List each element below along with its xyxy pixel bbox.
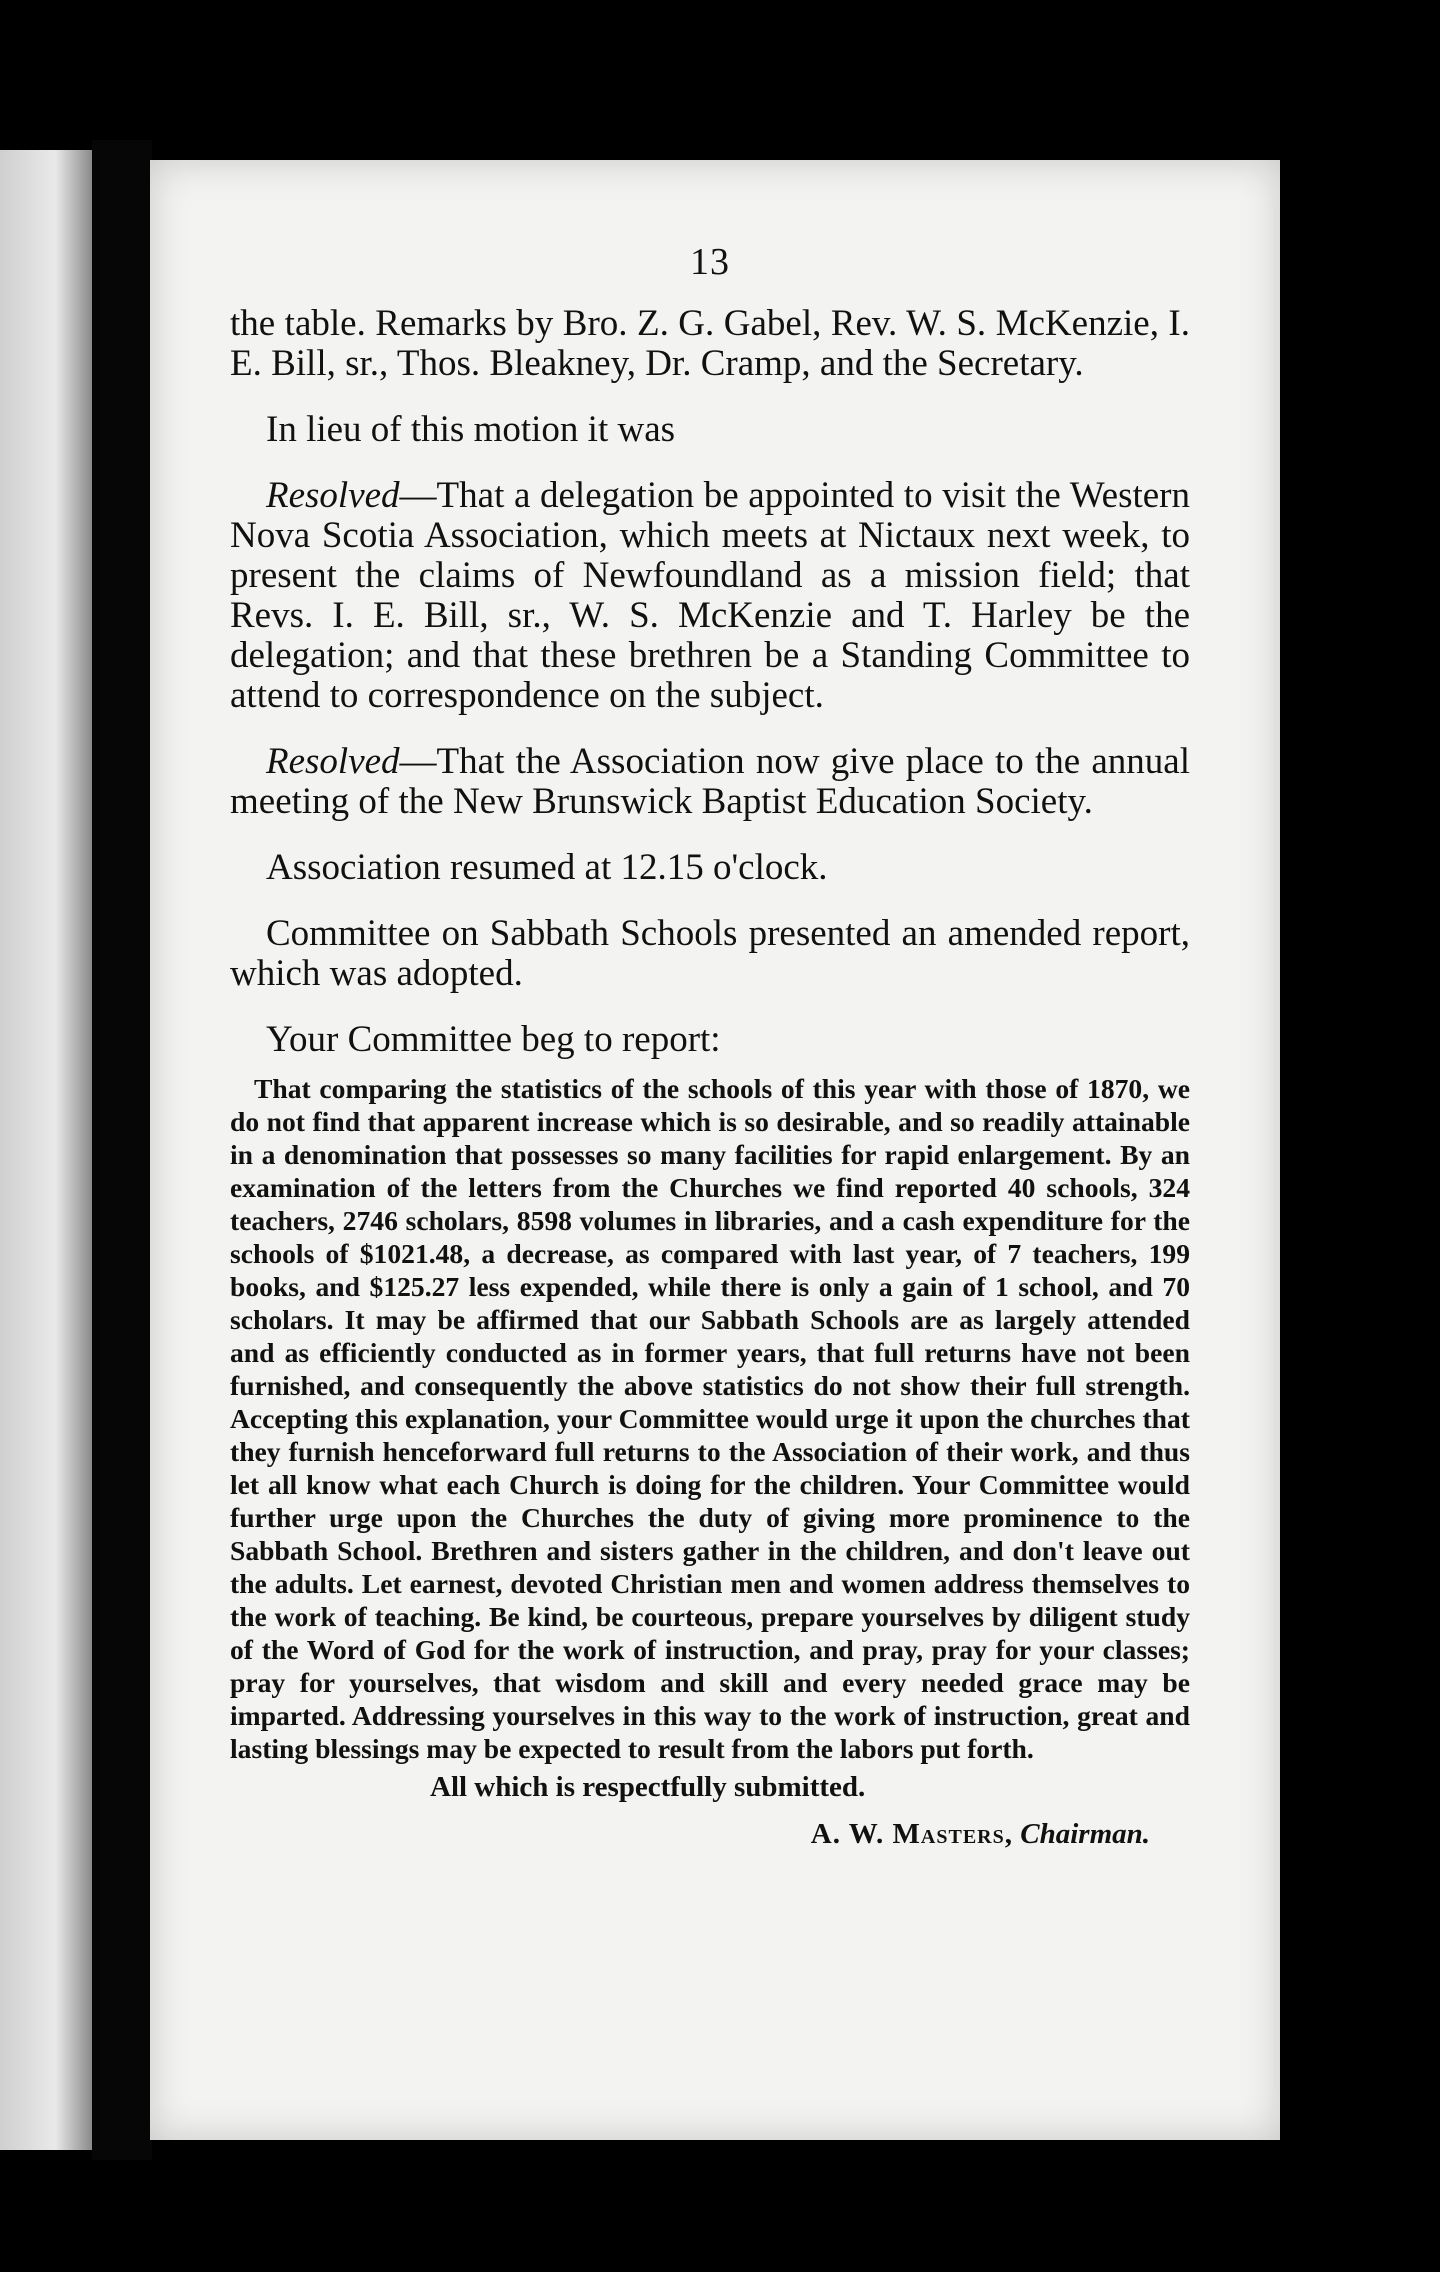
resolved-label: Resolved: [266, 741, 400, 782]
resolution-text: —That a delegation be appointed to visit the Western Nova Scotia Association, which meets at Nictaux next week, to present the claims of Newfoundland as a mission field; that Revs. I. E. Bill, sr., W. S. McKenzie and T. Harley be the delegation; and that these brethren be a Standing Committee to attend to correspondence on the subject.: [230, 475, 1190, 716]
paragraph-committee-report: Committee on Sabbath Schools presented an amended report, which was adopted.: [230, 913, 1190, 994]
signature-title: Chairman.: [1020, 1818, 1150, 1850]
paragraph-remarks: the table. Remarks by Bro. Z. G. Gabel, Rev. W. S. McKenzie, I. E. Bill, sr., Thos. Bleakney, Dr. Cramp, and the Secretary.: [230, 303, 1190, 384]
report-body: That comparing the statistics of the schools of this year with those of 1870, we do not find that apparent increase which is so desirable, and so readily attainable in a denomination that possesses so many facilities for rapid enlargement. By an examination of the letters from the Churches we find reported 40 schools, 324 teachers, 2746 scholars, 8598 volumes in libraries, and a cash expenditure for the schools of $1021.48, a decrease, as compared with last year, of 7 teachers, 199 books, and $125.27 less expended, while there is only a gain of 1 school, and 70 scholars. It may be affirmed that our Sabbath Schools are as largely attended and as efficiently conducted as in former years, that full returns have not been furnished, and consequently the above statistics do not show their full strength. Accepting this explanation, your Committee would urge it upon the churches that they furnish henceforward full returns to the Association of their work, and thus let all know what each Church is doing for the children. Your Committee would further urge upon the Churches the duty of giving more prominence to the Sabbath School. Brethren and sisters gather in the children, and don't leave out the adults. Let earnest, devoted Christian men and women address themselves to the work of teaching. Be kind, be courteous, prepare yourselves by diligent study of the Word of God for the work of instruction, and pray, pray for your classes; pray for yourselves, that wisdom and skill and every needed grace may be imparted. Addressing yourselves in this way to the work of instruction, great and lasting blessings may be expected to result from the labors put forth.: [230, 1073, 1190, 1764]
document-page: [150, 160, 1280, 2140]
signature: [230, 1818, 1150, 1851]
signature-name: A. W. Masters,: [810, 1818, 1013, 1850]
closing-line: All which is respectfully submitted.: [430, 1771, 866, 1803]
page-number: 13: [690, 241, 730, 283]
page-content: [230, 240, 1190, 1851]
book-spine: [92, 140, 152, 2160]
facing-page-edge: [0, 150, 92, 2150]
resolved-label: Resolved: [266, 475, 400, 516]
paragraph-resolution-delegation: [230, 476, 1190, 716]
paragraph-resolution-education: [230, 742, 1190, 822]
paragraph-in-lieu: In lieu of this motion it was: [266, 409, 676, 450]
paragraph-resumed: Association resumed at 12.15 o'clock.: [266, 847, 828, 888]
resolution-text: —That the Association now give place to the annual meeting of the New Brunswick Baptist Education Society.: [230, 741, 1190, 822]
paragraph-report-intro: Your Committee beg to report:: [266, 1019, 721, 1060]
